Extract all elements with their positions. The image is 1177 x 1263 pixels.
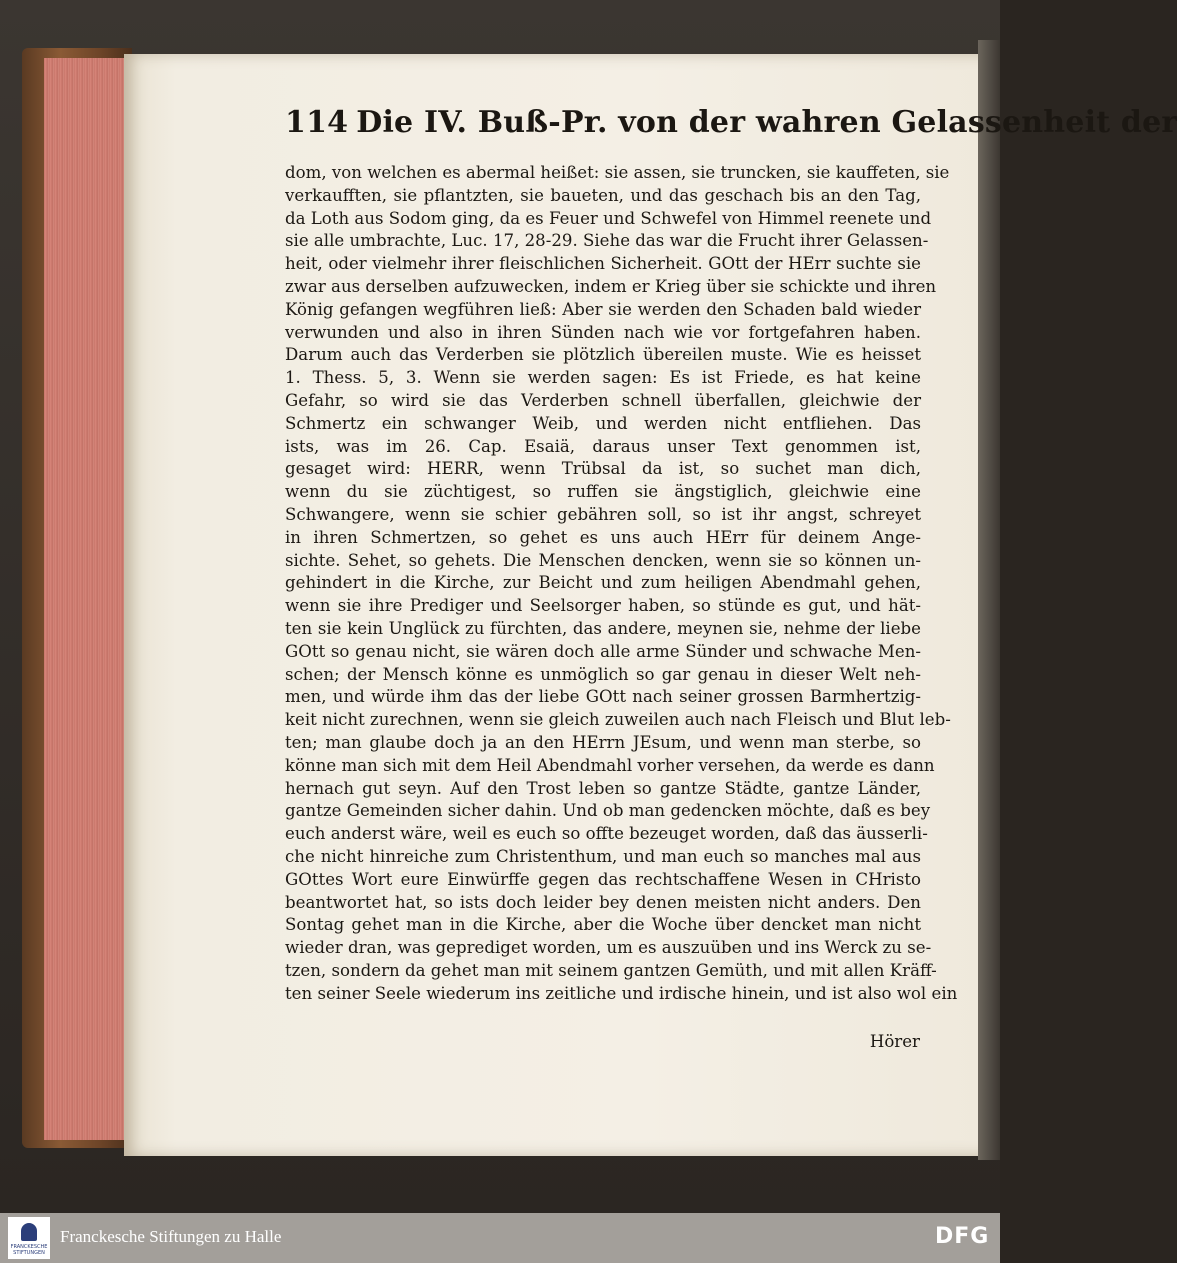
text-line: wieder dran, was geprediget worden, um es auszuüben und ins Werck zu se- (285, 938, 932, 958)
viewer-footer (0, 1213, 1000, 1263)
text-line: GOttes Wort eure Einwürffe gegen das rechtschaffene Wesen in CHristo (285, 869, 921, 889)
text-line: in ihren Schmertzen, so gehet es uns auch HErr für deinem Ange- (285, 527, 921, 547)
text-line: zwar aus derselben aufzuwecken, indem er Krieg über sie schickte und ihren (285, 276, 937, 296)
text-line: ists, was im 26. Cap. Esaiä, daraus unser Text genommen ist, (285, 436, 921, 456)
catchword: Hörer (869, 1032, 920, 1051)
text-line: beantwortet hat, so ists doch leider bey denen meisten nicht anders. Den (285, 892, 921, 912)
text-line: euch anderst wäre, weil es euch so offte bezeuget worden, daß das äusserli- (285, 824, 928, 844)
text-line: ten seiner Seele wiederum ins zeitliche und irdische hinein, und ist also wol ein (285, 983, 958, 1003)
text-line: gesaget wird: HERR, wenn Trübsal da ist, so suchet man dich, (285, 459, 921, 479)
text-line: wenn sie ihre Prediger und Seelsorger haben, so stünde es gut, und hät- (285, 596, 921, 616)
text-line: ten sie kein Unglück zu fürchten, das andere, meynen sie, nehme der liebe (285, 618, 921, 638)
text-line: men, und würde ihm das der liebe GOtt nach seiner grossen Barmhertzig- (285, 687, 921, 707)
text-line: hernach gut seyn. Auf den Trost leben so gantze Städte, gantze Länder, (285, 778, 921, 798)
text-line: tzen, sondern da gehet man mit seinem gantzen Gemüth, und mit allen Kräff- (285, 960, 937, 980)
text-line: Schmertz ein schwanger Weib, und werden nicht entfliehen. Das (285, 413, 921, 433)
text-line: ten; man glaube doch ja an den HErrn JEsum, und wenn man sterbe, so (285, 732, 921, 752)
institution-name[interactable]: Franckesche Stiftungen zu Halle (60, 1227, 282, 1246)
text-line: schen; der Mensch könne es unmöglich so gar genau in dieser Welt neh- (285, 664, 921, 684)
text-line: GOtt so genau nicht, sie wären doch alle arme Sünder und schwache Men- (285, 641, 921, 661)
text-line: Gefahr, so wird sie das Verderben schnell überfallen, gleichwie der (285, 390, 921, 410)
text-line: Darum auch das Verderben sie plötzlich übereilen muste. Wie es heisset (285, 345, 921, 365)
facing-page-edge (978, 40, 1000, 1160)
text-line: da Loth aus Sodom ging, da es Feuer und Schwefel von Himmel reenete und (285, 208, 932, 228)
text-line: sie alle umbrachte, Luc. 17, 28-29. Siehe das war die Frucht ihrer Gelassen- (285, 231, 929, 251)
logo-text: FRANCKESCHE STIFTUNGEN (10, 1244, 48, 1256)
text-line: dom, von welchen es abermal heißet: sie assen, sie truncken, sie kauffeten, sie (285, 163, 950, 182)
institution-logo[interactable] (8, 1217, 50, 1259)
text-line: 1. Thess. 5, 3. Wenn sie werden sagen: Es ist Friede, es hat keine (285, 368, 921, 388)
running-title: Die IV. Buß-Pr. von der wahren Gelassenheit der (356, 105, 1177, 140)
running-header (285, 105, 1177, 140)
text-line: könne man sich mit dem Heil Abendmahl vorher versehen, da werde es dann (285, 755, 935, 775)
text-line: heit, oder vielmehr ihrer fleischlichen Sicherheit. GOtt der HErr suchte sie (285, 254, 921, 274)
page-number: 114 (285, 105, 349, 140)
text-line: gantze Gemeinden sicher dahin. Und ob man gedencken möchte, daß es bey (285, 801, 931, 821)
text-line: Sontag gehet man in die Kirche, aber die Woche über dencket man nicht (285, 915, 921, 935)
text-line: Schwangere, wenn sie schier gebähren soll, so ist ihr angst, schreyet (285, 504, 921, 524)
text-line: König gefangen wegführen ließ: Aber sie werden den Schaden bald wieder (285, 299, 921, 319)
text-line: keit nicht zurechnen, wenn sie gleich zuweilen auch nach Fleisch und Blut leb- (285, 710, 951, 730)
text-line: verwunden und also in ihren Sünden nach wie vor fortgefahren haben. (285, 322, 921, 342)
emblem-icon (21, 1223, 37, 1241)
text-line: verkaufften, sie pflantzten, sie baueten, und das geschach bis an den Tag, (285, 185, 921, 205)
text-line: sichte. Sehet, so gehets. Die Menschen dencken, wenn sie so können un- (285, 550, 921, 570)
body-text (285, 162, 958, 1005)
page-edges (44, 58, 128, 1140)
text-line: gehindert in die Kirche, zur Beicht und zum heiligen Abendmahl gehen, (285, 573, 921, 593)
text-line: che nicht hinreiche zum Christenthum, und man euch so manches mal aus (285, 846, 921, 866)
dfg-logo[interactable]: DFG (935, 1224, 990, 1249)
text-line: wenn du sie züchtigest, so ruffen sie ängstiglich, gleichwie eine (285, 482, 921, 502)
